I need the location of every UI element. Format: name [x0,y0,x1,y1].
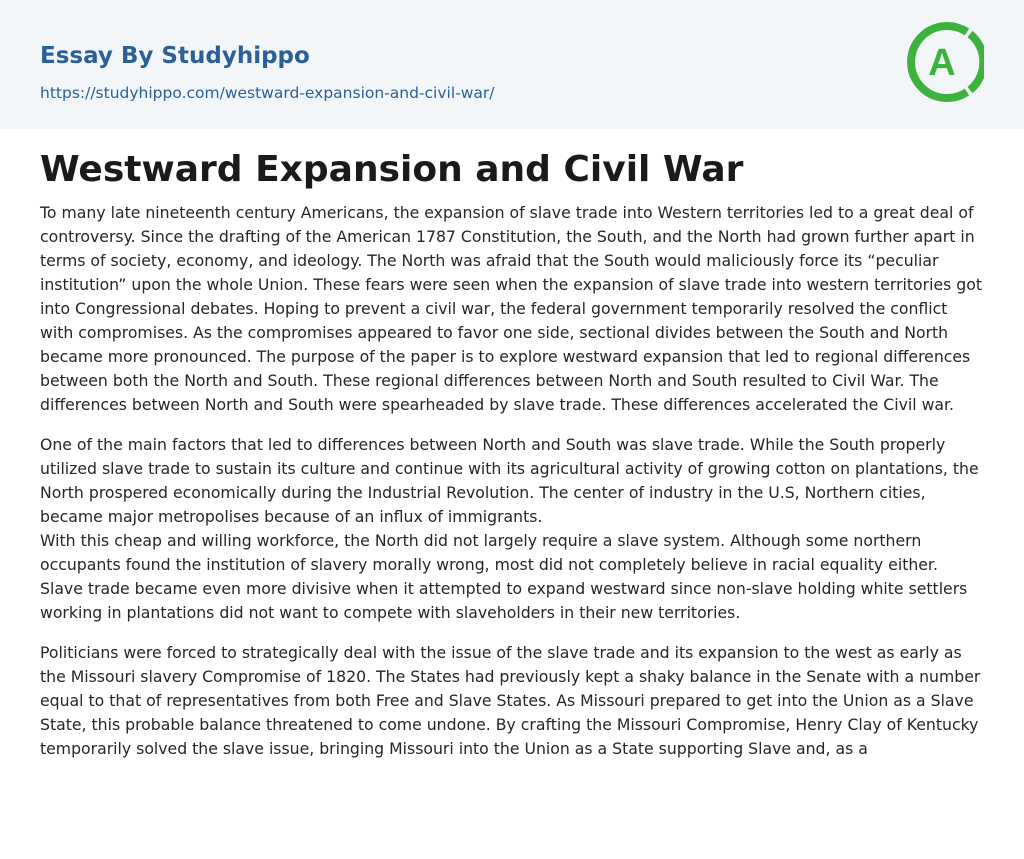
site-title: Essay By Studyhippo [40,43,310,69]
logo-letter: A [928,42,956,84]
studyhippo-logo-icon[interactable] [900,20,984,104]
essay-url-link[interactable]: https://studyhippo.com/westward-expansion-and-civil-war/ [40,84,495,102]
essay-paragraph-3: With this cheap and willing workforce, the North did not largely require a slave system. Although some northern occupants found the institution of slavery morally wrong, most did not completely believe in racial equality either. Slave trade became even more divisive when it attempted to expand westward since non-slave holding white settlers working in plantations did not want to compete with slaveholders in their new territories. [40,531,968,622]
essay-paragraph-1: To many late nineteenth century Americans, the expansion of slave trade into Western territories led to a great deal of controversy. Since the drafting of the American 1787 Constitution, the South, and the North had grown further apart in terms of society, economy, and ideology. The North was afraid that the South would maliciously force its “peculiar institution” upon the whole Union. These fears were seen when the expansion of slave trade into western territories got into Congressional debates. Hoping to prevent a civil war, the federal government temporarily resolved the conflict with compromises. As the compromises appeared to favor one side, sectional divides between the South and North became more pronounced. The purpose of the paper is to explore westward expansion that led to regional differences between both the North and South. These regional differences between North and South resulted to Civil War. The differences between North and South were spearheaded by slave trade. These differences accelerated the Civil war. [40,203,982,414]
essay-title: Westward Expansion and Civil War [40,149,744,190]
essay-content [0,129,1024,761]
site-header [0,0,1024,129]
essay-paragraph-2: One of the main factors that led to differences between North and South was slave trade. While the South properly utilized slave trade to sustain its culture and continue with its agricultural activity of growing cotton on plantations, the North prospered economically during the Industrial Revolution. The center of industry in the U.S, Northern cities, became major metropolises because of an influx of immigrants. [40,435,979,526]
essay-paragraph-4: Politicians were forced to strategically deal with the issue of the slave trade and its expansion to the west as early as the Missouri slavery Compromise of 1820. The States had previously kept a shaky balance in the Senate with a number equal to that of representatives from both Free and Slave States. As Missouri prepared to get into the Union as a Slave State, this probable balance threatened to come undone. By crafting the Missouri Compromise, Henry Clay of Kentucky temporarily solved the slave issue, bringing Missouri into the Union as a State supporting Slave and, as a [40,643,981,758]
